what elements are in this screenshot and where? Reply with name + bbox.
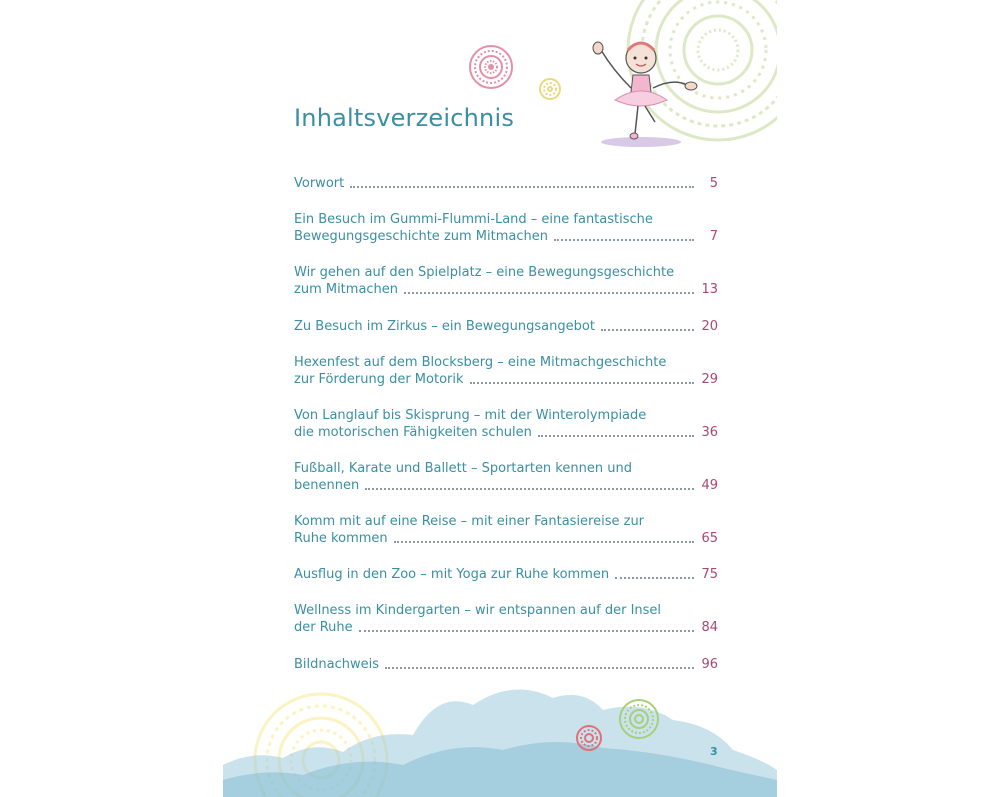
toc-entry — [294, 318, 718, 335]
ballerina-illustration-icon — [583, 30, 703, 150]
toc-entry-page-number: 36 — [701, 425, 718, 440]
toc-entry-title-line: zum Mitmachen — [294, 282, 399, 297]
page-number: 3 — [710, 745, 718, 758]
toc-entry-title-line: Wir gehen auf den Spielplatz – eine Bewegungsgeschichte — [294, 265, 675, 280]
toc-entry — [294, 460, 718, 494]
mandala-yellow-small-icon — [538, 77, 562, 101]
toc-entry-page-number: 7 — [709, 229, 718, 244]
mandala-red-small-icon — [575, 724, 603, 752]
toc-entry — [294, 175, 718, 192]
dot-leader — [538, 435, 694, 437]
toc-entry-page-number: 96 — [701, 657, 718, 672]
toc-entry — [294, 513, 718, 547]
dot-leader — [385, 667, 694, 669]
dot-leader — [615, 577, 694, 579]
toc-entry — [294, 211, 718, 245]
toc-entry-title-line: Vorwort — [294, 176, 345, 191]
dot-leader — [470, 382, 694, 384]
mandala-pink-icon — [468, 44, 514, 90]
toc-entry-title-line: der Ruhe — [294, 620, 353, 635]
toc-entry-page-number: 65 — [701, 531, 718, 546]
toc-entry-title-line: Bildnachweis — [294, 657, 380, 672]
toc-entry-title-line: benennen — [294, 478, 360, 493]
toc-entry — [294, 407, 718, 441]
page-title: Inhaltsverzeichnis — [294, 104, 515, 132]
toc-entry-title-line: Fußball, Karate und Ballett – Sportarten kennen und — [294, 461, 632, 476]
dot-leader — [394, 541, 694, 543]
toc-entry-page-number: 20 — [701, 319, 718, 334]
toc-entry-title-line: zur Förderung der Motorik — [294, 372, 464, 387]
toc-entry — [294, 566, 718, 583]
toc-entry-title-line: Zu Besuch im Zirkus – ein Bewegungsangebot — [294, 319, 595, 334]
toc-entry-page-number: 49 — [701, 478, 718, 493]
toc-entry-title-line: Komm mit auf eine Reise – mit einer Fantasiereise zur — [294, 514, 645, 529]
dot-leader — [350, 186, 694, 188]
toc-entry-title-line: die motorischen Fähigkeiten schulen — [294, 425, 532, 440]
dot-leader — [365, 488, 694, 490]
toc-entry-page-number: 75 — [701, 567, 718, 582]
dot-leader — [601, 329, 694, 331]
toc-entry-title-line: Bewegungsgeschichte zum Mitmachen — [294, 229, 548, 244]
toc-entry — [294, 264, 718, 298]
toc-entry-page-number: 5 — [709, 176, 718, 191]
toc-entry-title-line: Von Langlauf bis Skisprung – mit der Winterolympiade — [294, 408, 647, 423]
toc-entry-title-line: Ausflug in den Zoo – mit Yoga zur Ruhe kommen — [294, 567, 610, 582]
toc-entry — [294, 354, 718, 388]
toc-entry-title-line: Ein Besuch im Gummi-Flummi-Land – eine fantastische — [294, 212, 653, 227]
watercolor-wash-icon — [223, 680, 777, 797]
toc-entry — [294, 656, 718, 673]
dot-leader — [554, 239, 694, 241]
book-page — [223, 0, 777, 797]
toc-entry-title-line: Wellness im Kindergarten – wir entspannen auf der Insel — [294, 603, 662, 618]
dot-leader — [359, 630, 694, 632]
dot-leader — [404, 292, 694, 294]
toc-entry-page-number: 13 — [701, 282, 718, 297]
toc-entry-title-line: Hexenfest auf dem Blocksberg – eine Mitmachgeschichte — [294, 355, 667, 370]
toc-entry — [294, 602, 718, 636]
toc-entry-page-number: 84 — [701, 620, 718, 635]
toc-entry-title-line: Ruhe kommen — [294, 531, 388, 546]
toc-entry-page-number: 29 — [701, 372, 718, 387]
mandala-green-small-icon — [618, 698, 660, 740]
